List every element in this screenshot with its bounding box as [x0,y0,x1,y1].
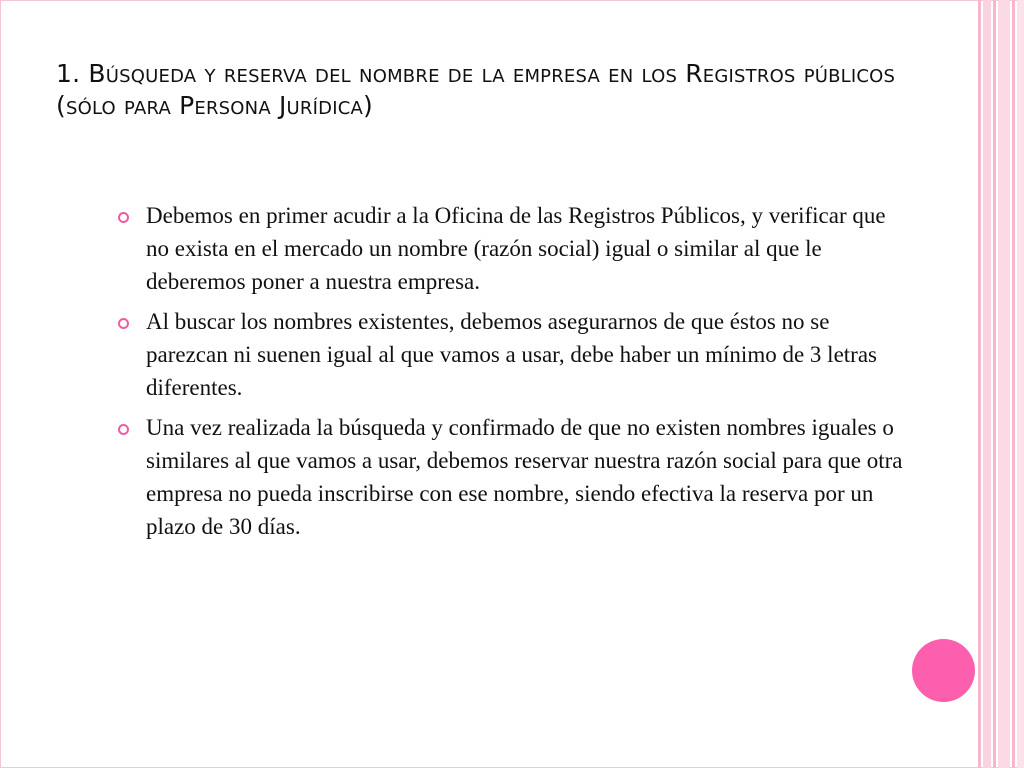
stripe [998,0,1010,768]
stripe [993,0,996,768]
bullet-circle-icon [118,212,129,223]
bullet-circle-icon [118,318,129,329]
stripe [1012,0,1015,768]
stripe [978,0,981,768]
bullet-text: Debemos en primer acudir a la Oficina de las Registros Públicos, y verificar que no exista en el mercado un nombre (razón social) igual o similar al que le deberemos poner a nuestra empresa. [146,203,886,294]
decorative-circle [912,639,975,702]
bullet-item [118,411,908,543]
bullet-item [118,305,908,404]
bullet-text: Al buscar los nombres existentes, debemos asegurarnos de que éstos no se parezcan ni suenen igual al que vamos a usar, debe haber un mínimo de 3 letras diferentes. [146,309,877,400]
slide-title: 1. Búsqueda y reserva del nombre de la empresa en los Registros públicos (sólo para Persona Jurídica) [56,59,896,120]
bullet-list [118,199,908,550]
bullet-item [118,199,908,298]
bullet-circle-icon [118,424,129,435]
stripe [1017,0,1024,768]
stripe [983,0,991,768]
bullet-text: Una vez realizada la búsqueda y confirmado de que no existen nombres iguales o similares al que vamos a usar, debemos reservar nuestra razón social para que otra empresa no pueda inscribirse con ese nombre, siendo efectiva la reserva por un plazo de 30 días. [146,415,903,539]
decorative-stripes [978,0,1024,768]
